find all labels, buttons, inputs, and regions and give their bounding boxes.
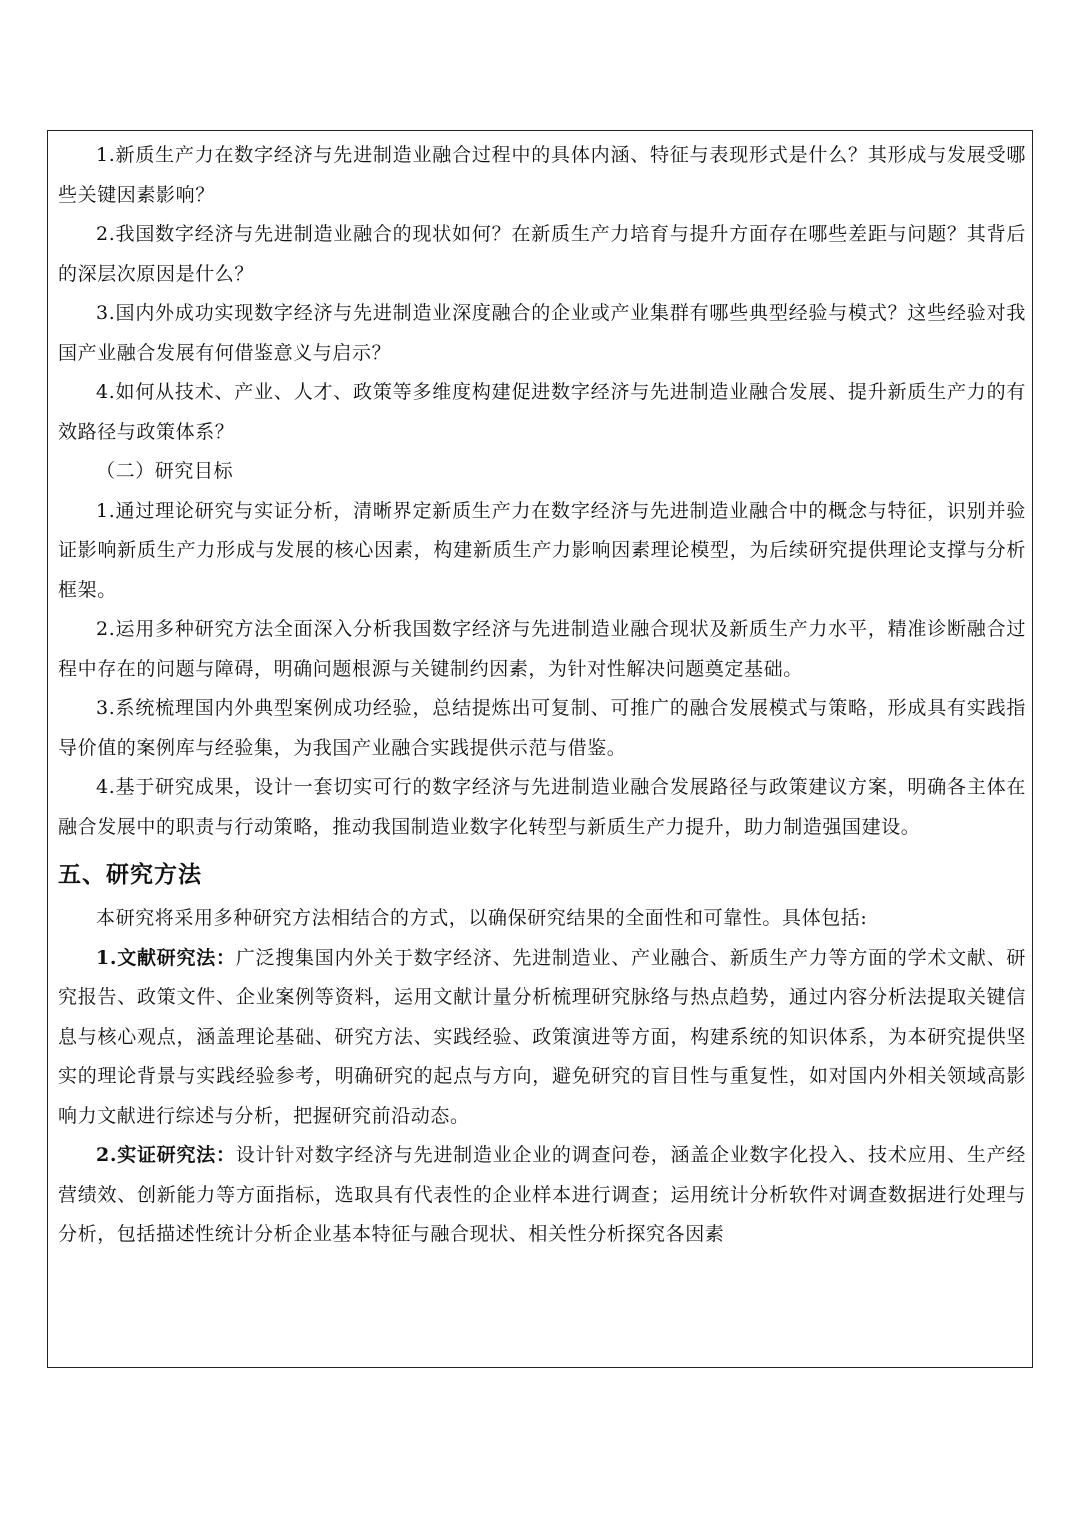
research-question-4: 4.如何从技术、产业、人才、政策等多维度构建促进数字经济与先进制造业融合发展、提升新质生产力的有效路径与政策体系？ (58, 381, 1026, 443)
method-empirical-lead: 2.实证研究法： (96, 1144, 236, 1166)
methods-section-title: 五、研究方法 (58, 861, 202, 888)
method-empirical (58, 1136, 1026, 1255)
objective-4: 4.基于研究成果，设计一套切实可行的数字经济与先进制造业融合发展路径与政策建议方案，明确各主体在融合发展中的职责与行动策略，推动我国制造业数字化转型与新质生产力提升，助力制造强国建设。 (58, 776, 1026, 838)
objective-3: 3.系统梳理国内外典型案例成功经验，总结提炼出可复制、可推广的融合发展模式与策略，形成具有实践指导价值的案例库与经验集，为我国产业融合实践提供示范与借鉴。 (58, 697, 1026, 759)
method-literature-lead: 1.文献研究法： (96, 946, 236, 969)
document-body (58, 136, 1026, 1255)
objectives-heading: （二）研究目标 (96, 460, 234, 482)
research-question-1: 1.新质生产力在数字经济与先进制造业融合过程中的具体内涵、特征与表现形式是什么？其形成与发展受哪些关键因素影响？ (58, 144, 1026, 206)
methods-intro: 本研究将采用多种研究方法相结合的方式，以确保研究结果的全面性和可靠性。具体包括: (96, 907, 868, 929)
method-literature-text: 广泛搜集国内外关于数字经济、先进制造业、产业融合、新质生产力等方面的学术文献、研究报告、政策文件、企业案例等资料，运用文献计量分析梳理研究脉络与热点趋势，通过内容分析法提取关键信息与核心观点，涵盖理论基础、研究方法、实践经验、政策演进等方面，构建系统的知识体系，为本研究提供坚实的理论背景与实践经验参考，明确研究的起点与方向，避免研究的盲目性与重复性，如对国内外相关领域高影响力文献进行综述与分析，把握研究前沿动态。 (58, 946, 1026, 1127)
method-literature (58, 939, 1026, 1137)
objective-1: 1.通过理论研究与实证分析，清晰界定新质生产力在数字经济与先进制造业融合中的概念与特征，识别并验证影响新质生产力形成与发展的核心因素，构建新质生产力影响因素理论模型，为后续研究提供理论支撑与分析框架。 (58, 499, 1026, 601)
research-question-3: 3.国内外成功实现数字经济与先进制造业深度融合的企业或产业集群有哪些典型经验与模式？这些经验对我国产业融合发展有何借鉴意义与启示？ (58, 302, 1026, 364)
research-question-2: 2.我国数字经济与先进制造业融合的现状如何？在新质生产力培育与提升方面存在哪些差距与问题？其背后的深层次原因是什么？ (58, 223, 1026, 285)
method-empirical-text: 设计针对数字经济与先进制造业企业的调查问卷，涵盖企业数字化投入、技术应用、生产经营绩效、创新能力等方面指标，选取具有代表性的企业样本进行调查；运用统计分析软件对调查数据进行处理与分析，包括描述性统计分析企业基本特征与融合现状、相关性分析探究各因素 (58, 1144, 1026, 1245)
objective-2: 2.运用多种研究方法全面深入分析我国数字经济与先进制造业融合现状及新质生产力水平，精准诊断融合过程中存在的问题与障碍，明确问题根源与关键制约因素，为针对性解决问题奠定基础。 (58, 618, 1026, 680)
